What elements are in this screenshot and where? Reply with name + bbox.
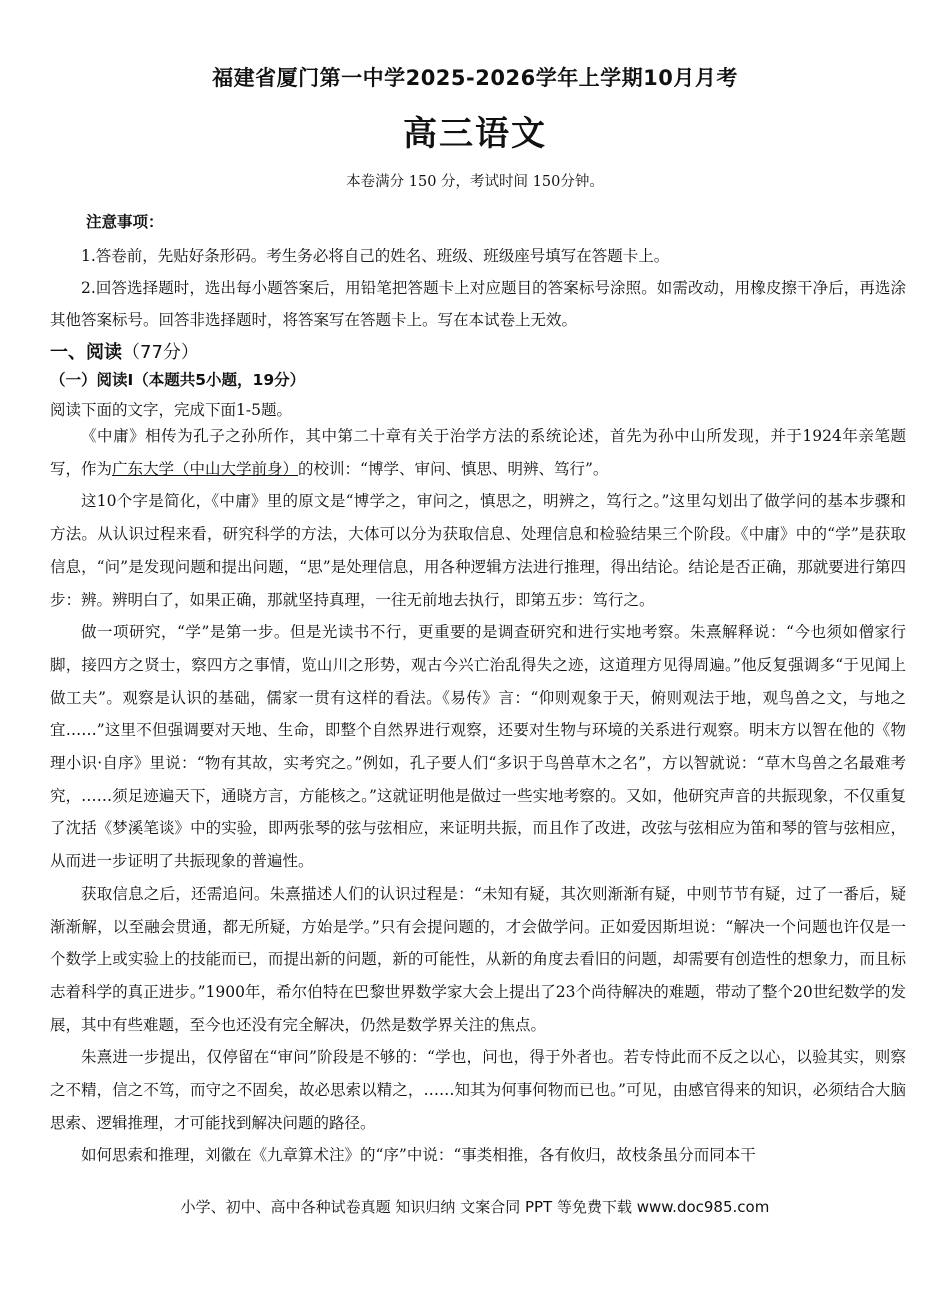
section-points: （77分）: [122, 342, 199, 363]
passage-paragraph-5: 朱熹进一步提出，仅停留在“审问”阶段是不够的：“学也，问也，得于外者也。若专恃此而不反之以心，以验其实，则察之不精，信之不笃，而守之不固矣，故必思索以精之，……知其为何事何物而已也。”可见，由感官得来的知识，必须结合大脑思索、逻辑推理，才可能找到解决问题的路径。: [50, 1048, 906, 1132]
passage-paragraph-3: 做一项研究，“学”是第一步。但是光读书不行，更重要的是调查研究和进行实地考察。朱熹解释说：“今也须如僧家行脚，接四方之贤士，察四方之事情，览山川之形势，观古今兴亡治乱得失之迹，这道理方见得周遍。”他反复强调多“于见闻上做工夫”。观察是认识的基础，儒家一贯有这样的看法。《易传》言：“仰则观象于天，俯则观法于地，观鸟兽之文，与地之宜……”这里不但强调要对天地、生命，即整个自然界进行观察，还要对生物与环境的关系进行观察。明末方以智在他的《物理小识·自序》里说：“物有其故，实考究之。”例如，孔子要人们“多识于鸟兽草木之名”，方以智就说：“草木鸟兽之名最难考究，……须足迹遍天下，通晓方言，方能核之。”这就证明他是做过一些实地考察的。又如，他研究声音的共振现象，不仅重复了沈括《梦溪笔谈》中的实验，即两张琴的弦与弦相应，来证明共振，而且作了改进，改弦与弦相应为笛和琴的管与弦相应，从而进一步证明了共振现象的普遍性。: [50, 623, 906, 871]
passage-paragraph-2: 这10个字是简化，《中庸》里的原文是“博学之，审问之，慎思之，明辨之，笃行之。”这里勾划出了做学问的基本步骤和方法。从认识过程来看，研究科学的方法，大体可以分为获取信息、处理信息和检验结果三个阶段。《中庸》中的“学”是获取信息，“问”是发现问题和提出问题，“思”是处理信息，用各种逻辑方法进行推理，得出结论。结论是否正确，那就要进行第四步：辨。辨明白了，如果正确，那就坚持真理，一往无前地去执行，即第五步：笃行之。: [50, 492, 906, 609]
section-title: 一、阅读: [50, 342, 122, 363]
paragraph-text: 《中庸》相传为孔子之孙所作，其中第二十章有关于治学方法的系统论述，首先为孙中山所发现，并于1924年亲笔题写，作为: [50, 427, 906, 478]
notice-list: [50, 240, 906, 336]
passage-paragraph-6: 如何思索和推理，刘徽在《九章算术注》的“序”中说：“事类相推，各有攸归，故枝条虽分而同本干: [81, 1146, 756, 1165]
subject-title: 高三语文: [403, 114, 547, 154]
footer-banner: 小学、初中、高中各种试卷真题 知识归纳 文案合同 PPT 等免费下载 www.doc985.com: [180, 1198, 770, 1216]
passage-paragraph-4: 获取信息之后，还需追问。朱熹描述人们的认识过程是：“未知有疑，其次则渐渐有疑，中则节节有疑，过了一番后，疑渐渐解，以至融会贯通，都无所疑，方始是学。”只有会提问题的，才会做学问。正如爱因斯坦说：“解决一个问题也许仅是一个数学上或实验上的技能而已，而提出新的问题，新的可能性，从新的角度去看旧的问题，却需要有创造性的想象力，而且标志着科学的真正进步。”1900年，希尔伯特在巴黎世界数学家大会上提出了23个尚待解决的难题，带动了整个20世纪数学的发展，其中有些难题，至今也还没有完全解决，仍然是数学界关注的焦点。: [50, 884, 906, 1034]
notice-item-2: 2.回答选择题时，选出每小题答案后，用铅笔把答题卡上对应题目的答案标号涂照。如需改动，用橡皮擦干净后，再选涂其他答案标号。回答非选择题时，将答案写在答题卡上。写在本试卷上无效。: [50, 279, 906, 329]
notice-item-1: 1.答卷前，先贴好条形码。考生务必将自己的姓名、班级、班级座号填写在答题卡上。: [81, 247, 670, 265]
underlined-phrase: 广东大学（中山大学前身）: [112, 459, 299, 478]
reading-instruction: 阅读下面的文字，完成下面1-5题。: [50, 401, 292, 419]
school-exam-title: 福建省厦门第一中学2025-2026学年上学期10月月考: [212, 66, 738, 90]
section-heading: [50, 338, 199, 364]
paragraph-text: 的校训：“博学、审问、慎思、明辨、笃行”。: [298, 459, 609, 478]
reading-passage: [50, 420, 906, 1172]
subsection-heading: （一）阅读Ⅰ（本题共5小题，19分）: [50, 371, 306, 389]
notice-heading: 注意事项：: [86, 213, 164, 231]
exam-info: 本卷满分 150 分，考试时间 150分钟。: [346, 174, 604, 190]
passage-paragraph-1: [50, 420, 906, 485]
